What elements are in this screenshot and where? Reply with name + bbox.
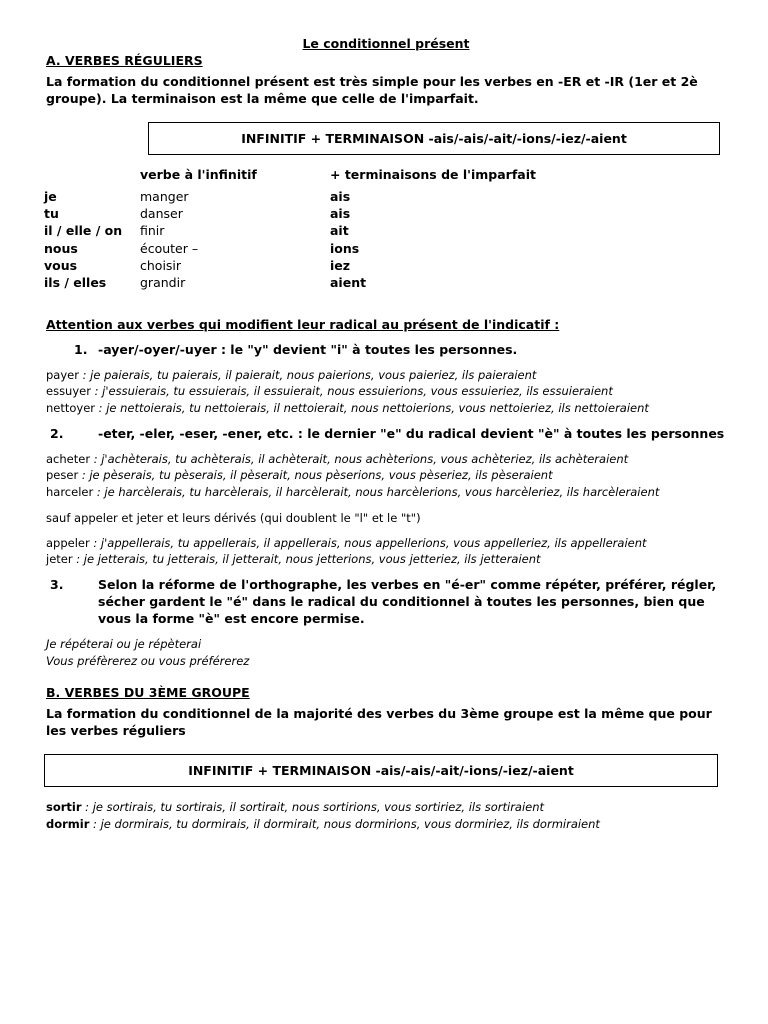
row-verb: grandir — [140, 275, 186, 290]
example-conjugation: : je sortirais, tu sortirais, il sortirait, nous sortirions, vous sortiriez, ils sortiraient — [81, 800, 545, 815]
row-ending: ait — [330, 223, 349, 239]
formula-box-b: INFINITIF + TERMINAISON -ais/-ais/-ait/-ions/-iez/-aient — [44, 754, 718, 787]
row-pronoun: nous — [44, 240, 78, 256]
example-conjugation: : je pèserais, tu pèserais, il pèserait, nous pèserions, vous pèseriez, ils pèseraient — [78, 468, 553, 483]
example-item — [46, 551, 728, 567]
section-b-intro: La formation du conditionnel de la majorité des verbes du 3ème groupe est la même que pour les verbes réguliers — [46, 706, 712, 739]
example-lemma: essuyer — [46, 384, 91, 399]
row-verb: danser — [140, 206, 183, 221]
exception-examples — [46, 535, 728, 568]
row-pronoun: il / elle / on — [44, 223, 123, 239]
section-b-examples — [46, 799, 728, 832]
table-row — [44, 274, 728, 291]
header-infinitive-column: verbe à l'infinitif — [140, 166, 257, 182]
row-pronoun: vous — [44, 257, 78, 273]
example-lemma: jeter — [46, 551, 73, 566]
rule-1-number: 1. — [74, 342, 88, 358]
rule-2 — [44, 426, 728, 443]
row-ending: iez — [330, 257, 351, 273]
rule-2-number: 2. — [50, 426, 64, 442]
rule-2-text: -eter, -eler, -eser, -ener, etc. : le dernier "e" du radical devient "è" à toutes les personnes — [98, 426, 725, 442]
example-lemma: sortir — [46, 800, 82, 815]
formula-box-a: INFINITIF + TERMINAISON -ais/-ais/-ait/-ions/-iez/-aient — [148, 122, 720, 155]
row-ending: ions — [330, 240, 360, 256]
row-verb: choisir — [140, 257, 182, 273]
example-lemma: peser — [46, 468, 79, 483]
example-item — [46, 484, 728, 500]
example-item — [46, 816, 728, 833]
row-pronoun: je — [44, 188, 57, 204]
example-item — [46, 400, 728, 416]
example-item — [46, 383, 728, 399]
example-conjugation: : je paierais, tu paierais, il paierait, nous paierions, vous paieriez, ils paieraient — [78, 368, 537, 383]
example-item — [46, 467, 728, 483]
row-verb: finir — [140, 223, 165, 239]
section-a-heading: A. VERBES RÉGULIERS — [46, 53, 203, 68]
row-ending: ais — [330, 188, 351, 204]
rule-3-text: Selon la réforme de l'orthographe, les verbes en "é-er" comme répéter, préférer, régler, sécher gardent le "é" dans le radical du conditionnel à toutes les personnes, bien que vous la forme "è" est encore permise. — [98, 577, 717, 627]
example-conjugation: : j'achèterais, tu achèterais, il achèterait, nous achèterions, vous achèteriez, ils achèteraient — [90, 451, 629, 466]
example-conjugation: : je nettoierais, tu nettoierais, il nettoierait, nous nettoierions, vous nettoieriez, ils nettoieraient — [95, 400, 649, 415]
rule-1 — [44, 342, 728, 359]
example-item — [46, 367, 728, 383]
row-ending: aient — [330, 275, 367, 290]
page-title: Le conditionnel présent — [302, 36, 470, 51]
exception-note: sauf appeler et jeter et leurs dérivés (qui doublent le "l" et le "t") — [46, 510, 421, 525]
example-lemma: nettoyer — [46, 400, 96, 415]
conjugation-table — [44, 188, 728, 292]
example-item — [46, 535, 728, 551]
example-conjugation: : je jetterais, tu jetterais, il jetterait, nous jetterions, vous jetteriez, ils jetteraient — [72, 551, 541, 566]
example-conjugation: : je harcèlerais, tu harcèlerais, il harcèlerait, nous harcèlerions, vous harcèleriez, ils harcèleraient — [93, 484, 660, 499]
row-pronoun: ils / elles — [44, 275, 107, 290]
rule-3-number: 3. — [50, 577, 64, 593]
section-a-intro: La formation du conditionnel présent est très simple pour les verbes en -ER et -IR (1er et 2è groupe). La terminaison est la même que celle de l'imparfait. — [46, 74, 698, 106]
row-pronoun: tu — [44, 206, 59, 221]
row-ending: ais — [330, 206, 351, 221]
row-verb: manger — [140, 188, 189, 204]
example-lemma: dormir — [46, 816, 90, 831]
attention-note: Attention aux verbes qui modifient leur radical au présent de l'indicatif : — [46, 317, 560, 333]
row-verb: écouter – — [140, 240, 199, 256]
section-b-heading: B. VERBES DU 3ÈME GROUPE — [46, 685, 250, 701]
table-row — [44, 205, 728, 222]
example-conjugation: : j'appellerais, tu appellerais, il appellerais, nous appellerions, vous appelleriez, ils appelleraient — [89, 535, 647, 550]
rule-3-examples — [46, 636, 728, 669]
example-item — [46, 451, 728, 467]
conjugation-table-headers — [44, 167, 728, 182]
example-lemma: harceler — [46, 484, 94, 499]
table-row — [44, 188, 728, 205]
example-conjugation: : je dormirais, tu dormirais, il dormirait, nous dormirions, vous dormiriez, ils dormiraient — [89, 816, 600, 831]
example-conjugation: : j'essuierais, tu essuierais, il essuierait, nous essuierions, vous essuieriez, ils essuieraient — [90, 384, 613, 399]
example-lemma: payer — [46, 368, 79, 383]
table-row — [44, 240, 728, 257]
table-row — [44, 257, 728, 274]
table-row — [44, 222, 728, 239]
header-pronoun-column — [44, 167, 140, 182]
example-lemma: acheter — [46, 451, 91, 466]
example-item: Je répéterai ou je répèterai — [46, 636, 202, 651]
rule-1-examples — [46, 367, 728, 416]
example-item — [46, 799, 728, 816]
rule-3 — [44, 577, 728, 628]
rule-2-examples — [46, 451, 728, 500]
rule-1-text: -ayer/-oyer/-uyer : le "y" devient "i" à toutes les personnes. — [98, 342, 518, 358]
example-lemma: appeler — [46, 535, 90, 550]
header-endings-column: + terminaisons de l'imparfait — [330, 166, 536, 182]
example-item: Vous préfèrerez ou vous préférerez — [46, 653, 250, 668]
